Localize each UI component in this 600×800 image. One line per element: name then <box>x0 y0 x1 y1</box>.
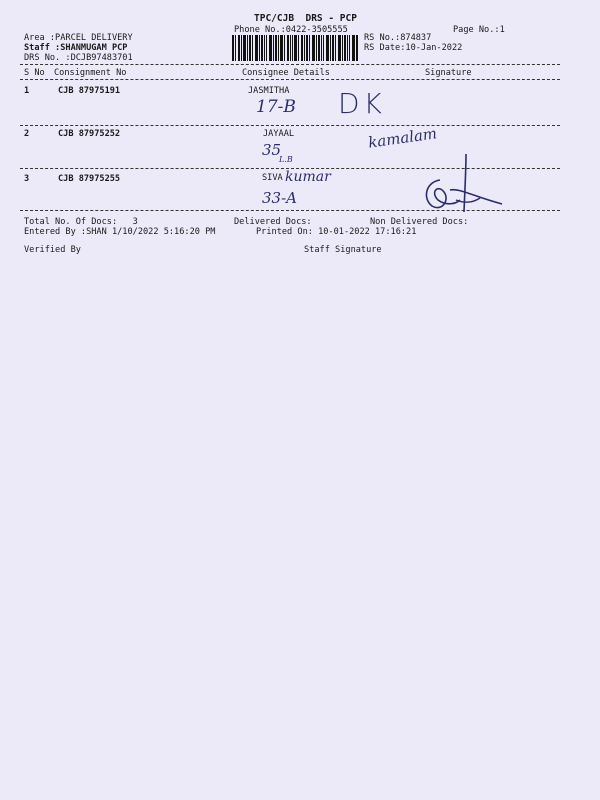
row-3-consignment: CJB 87975255 <box>58 174 121 184</box>
page-number: Page No.:1 <box>453 25 505 35</box>
row-2-sno: 2 <box>24 129 30 139</box>
row-1-sno: 1 <box>24 86 30 96</box>
row-3-signature-scribble <box>420 152 510 214</box>
area-label: Area :PARCEL DELIVERY <box>24 33 133 43</box>
column-signature: Signature <box>425 68 472 78</box>
row-2-consignee: JAYAAL <box>263 129 295 139</box>
total-docs: Total No. Of Docs: 3 <box>24 217 138 227</box>
delivered-docs: Delivered Docs: <box>234 217 312 227</box>
row-3-handwritten-address: 33-A <box>262 189 297 207</box>
drs-number: DRS No. :DCJB97483701 <box>24 53 133 63</box>
rs-number: RS No.:874837 <box>364 33 432 43</box>
phone-number: Phone No.:0422-3505555 <box>234 25 348 35</box>
row-2-handwritten-address-sub: L.B <box>279 155 293 164</box>
column-consignment: Consignment No <box>54 68 127 78</box>
row-3-separator <box>20 210 560 211</box>
column-consignee: Consignee Details <box>242 68 330 78</box>
non-delivered-docs: Non Delivered Docs: <box>370 217 469 227</box>
row-2-consignment: CJB 87975252 <box>58 129 121 139</box>
column-sno: S No <box>24 68 45 78</box>
row-1-consignment: CJB 87975191 <box>58 86 121 96</box>
row-1-handwritten-address: 17-B <box>256 97 296 117</box>
printed-on: Printed On: 10-01-2022 17:16:21 <box>256 227 417 237</box>
entered-by: Entered By :SHAN 1/10/2022 5:16:20 PM <box>24 227 216 237</box>
row-3-sno: 3 <box>24 174 30 184</box>
verified-by: Verified By <box>24 245 81 255</box>
header-rule-top <box>20 64 560 65</box>
row-1-handwritten-signature: DK <box>338 87 386 120</box>
staff-label: Staff :SHANMUGAM PCP <box>24 43 128 53</box>
row-2-handwritten-signature: kamalam <box>367 124 439 152</box>
row-2-handwritten-address: 35 <box>262 141 282 159</box>
row-3-consignee: SIVA <box>262 173 283 183</box>
row-1-consignee: JASMITHA <box>248 86 290 96</box>
row-3-handwritten-name-suffix: kumar <box>285 169 331 185</box>
rs-date: RS Date:10-Jan-2022 <box>364 43 463 53</box>
row-1-separator <box>20 125 560 126</box>
barcode <box>232 35 358 61</box>
header-rule-bottom <box>20 79 560 80</box>
report-title: TPC/CJB DRS - PCP <box>254 13 357 24</box>
staff-signature-label: Staff Signature <box>304 245 382 255</box>
